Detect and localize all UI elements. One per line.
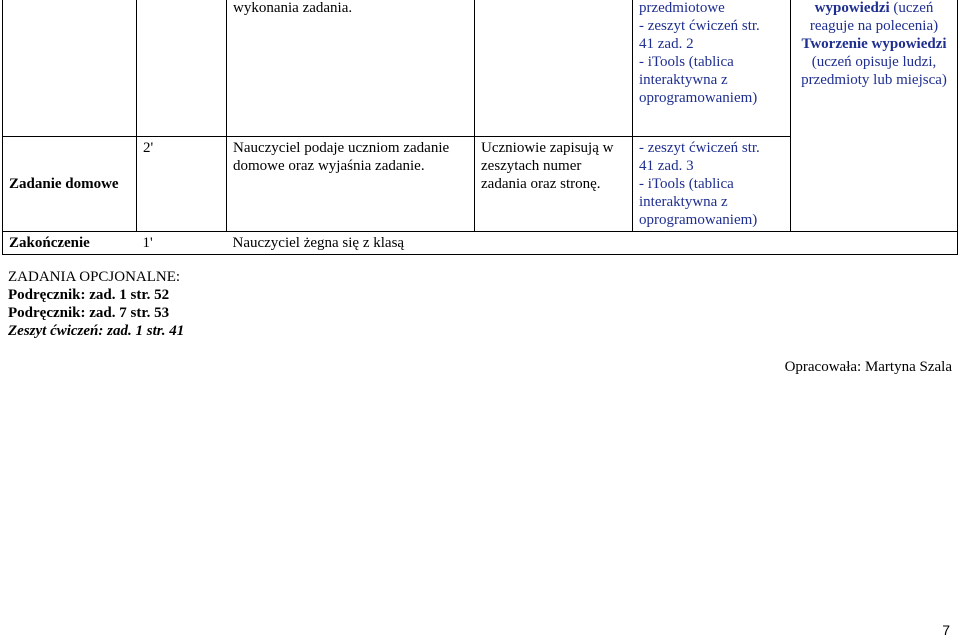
time-cell bbox=[137, 0, 227, 137]
optional-tasks-heading: ZADANIA OPCJONALNE: bbox=[8, 269, 181, 285]
optional-task-item: Zeszyt ćwiczeń: zad. 1 str. 41 bbox=[8, 323, 185, 339]
page-number: 7 bbox=[942, 622, 950, 638]
teacher-activity-cell: Nauczyciel żegna się z klasą bbox=[227, 232, 958, 255]
optional-task-item: Podręcznik: zad. 1 str. 52 bbox=[8, 287, 170, 303]
author-credit: Opracowała: Martyna Szala bbox=[784, 359, 952, 375]
student-activity-cell: Uczniowie zapisują w zeszytach numer zadania oraz stronę. bbox=[475, 137, 633, 232]
stage-cell: Zakończenie bbox=[3, 232, 137, 255]
teacher-activity-cell: Nauczyciel podaje uczniom zadanie domowe oraz wyjaśnia zadanie. bbox=[227, 137, 475, 232]
time-cell: 2' bbox=[137, 137, 227, 232]
tools-cell bbox=[633, 0, 791, 137]
student-activity-cell bbox=[475, 0, 633, 137]
time-cell: 1' bbox=[137, 232, 227, 255]
goals-cell bbox=[791, 0, 958, 232]
goals-heading-2: Tworzenie wypowiedzi bbox=[801, 36, 947, 52]
goals-heading-1: wypowiedzi bbox=[814, 0, 890, 16]
goals-text-1: (uczeń reaguje na polecenia) bbox=[809, 0, 939, 34]
optional-task-item: Podręcznik: zad. 7 str. 53 bbox=[8, 305, 170, 321]
tools-cell bbox=[633, 137, 791, 232]
lesson-plan-table bbox=[2, 0, 958, 255]
stage-cell: Zadanie domowe bbox=[3, 137, 137, 232]
table-row-closing bbox=[3, 232, 958, 255]
teacher-activity-cell: wykonania zadania. bbox=[227, 0, 475, 137]
tools-text: - zeszyt ćwiczeń str. 41 zad. 3 - iTools (tablica interaktywna z oprogramowaniem) bbox=[639, 140, 760, 228]
optional-tasks bbox=[8, 268, 184, 340]
stage-cell bbox=[3, 0, 137, 137]
table-row-continuation bbox=[3, 0, 958, 137]
tools-text: przedmiotowe - zeszyt ćwiczeń str. 41 zad. 2 - iTools (tablica interaktywna z oprogramowaniem) bbox=[639, 0, 760, 106]
goals-text-2: (uczeń opisuje ludzi, przedmioty lub miejsca) bbox=[801, 54, 947, 88]
